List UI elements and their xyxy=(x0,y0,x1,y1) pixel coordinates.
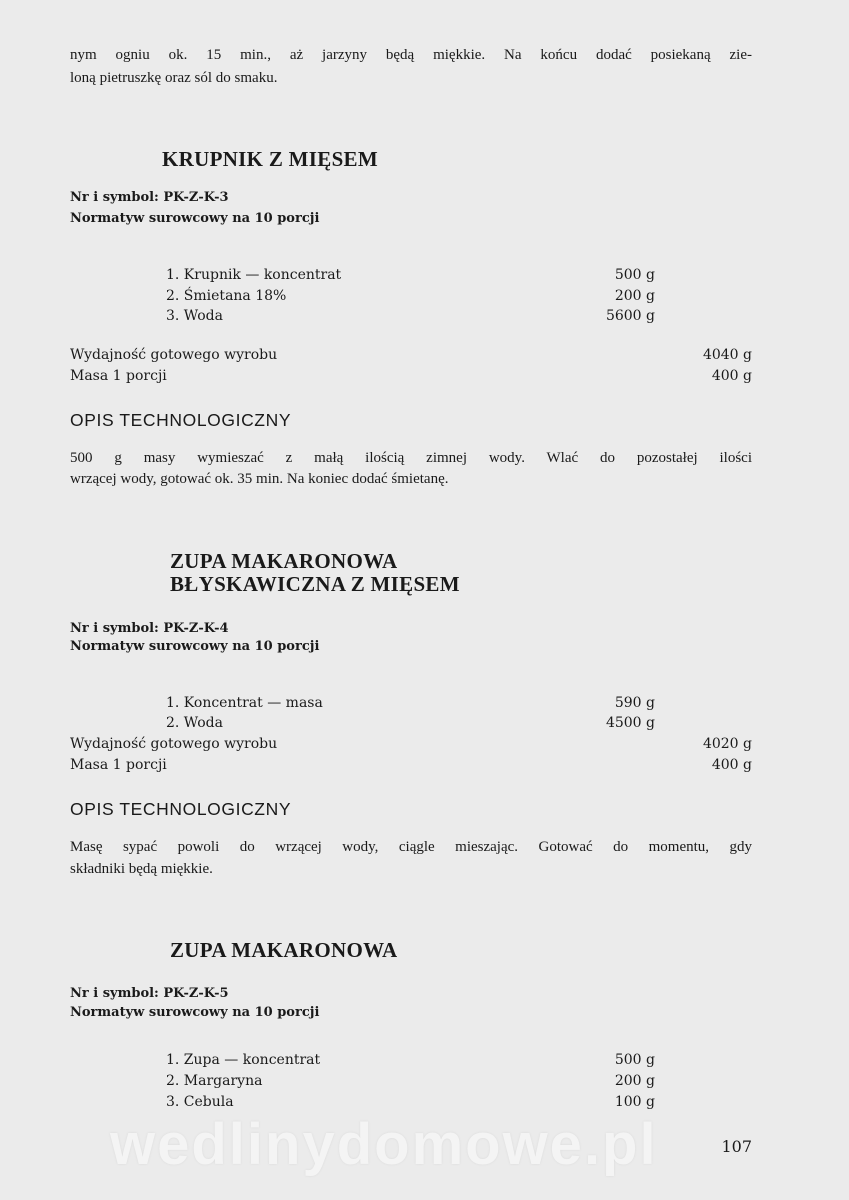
intro-line: loną pietruszkę oraz sól do smaku. xyxy=(70,70,278,86)
recipe-symbol: Nr i symbol: PK-Z-K-5 xyxy=(70,986,229,1001)
opis-heading: OPIS TECHNOLOGICZNY xyxy=(70,410,292,430)
yield-label: Wydajność gotowego wyrobu xyxy=(70,347,278,363)
ingredient-qty: 500 g xyxy=(614,267,655,283)
portion-value: 400 g xyxy=(711,368,752,384)
opis-line: 500 g masy wymieszać z małą ilością zimnej wody. Wlać do pozostałej ilości xyxy=(70,450,752,466)
opis-heading: OPIS TECHNOLOGICZNY xyxy=(70,799,292,819)
recipe-symbol: Nr i symbol: PK-Z-K-3 xyxy=(70,190,229,205)
page-number: 107 xyxy=(721,1137,752,1156)
opis-line: Masę sypać powoli do wrzącej wody, ciągle mieszając. Gotować do momentu, gdy xyxy=(70,839,752,855)
ingredient-name: 1. Koncentrat — masa xyxy=(166,695,323,711)
recipe-norm: Normatyw surowcowy na 10 porcji xyxy=(70,211,320,226)
opis-line: wrzącej wody, gotować ok. 35 min. Na koniec dodać śmietanę. xyxy=(70,471,449,487)
ingredient-qty: 4500 g xyxy=(605,715,655,731)
ingredient-qty: 5600 g xyxy=(605,308,655,324)
recipe-symbol: Nr i symbol: PK-Z-K-4 xyxy=(70,621,229,636)
ingredient-qty: 200 g xyxy=(614,288,655,304)
ingredient-qty: 200 g xyxy=(614,1073,655,1089)
opis-line: składniki będą miękkie. xyxy=(70,861,213,877)
recipe-title: ZUPA MAKARONOWA xyxy=(170,938,398,962)
portion-label: Masa 1 porcji xyxy=(70,757,167,773)
recipe-title: ZUPA MAKARONOWA xyxy=(170,549,398,573)
ingredient-qty: 590 g xyxy=(614,695,655,711)
ingredient-name: 3. Woda xyxy=(166,308,223,324)
ingredient-name: 3. Cebula xyxy=(166,1094,234,1110)
watermark: wedlinydomowe.pl xyxy=(110,1112,658,1177)
recipe-title: BŁYSKAWICZNA Z MIĘSEM xyxy=(170,572,460,596)
recipe-title: KRUPNIK Z MIĘSEM xyxy=(162,147,378,171)
recipe-norm: Normatyw surowcowy na 10 porcji xyxy=(70,639,320,654)
intro-line: nym ogniu ok. 15 min., aż jarzyny będą miękkie. Na końcu dodać posiekaną zie- xyxy=(70,47,752,63)
recipe-norm: Normatyw surowcowy na 10 porcji xyxy=(70,1005,320,1020)
ingredient-qty: 100 g xyxy=(614,1094,655,1110)
yield-value: 4020 g xyxy=(702,736,752,752)
ingredient-name: 2. Margaryna xyxy=(166,1073,263,1089)
yield-value: 4040 g xyxy=(702,347,752,363)
ingredient-name: 1. Zupa — koncentrat xyxy=(166,1052,321,1068)
yield-label: Wydajność gotowego wyrobu xyxy=(70,736,278,752)
portion-label: Masa 1 porcji xyxy=(70,368,167,384)
ingredient-name: 1. Krupnik — koncentrat xyxy=(166,267,342,283)
ingredient-qty: 500 g xyxy=(614,1052,655,1068)
portion-value: 400 g xyxy=(711,757,752,773)
ingredient-name: 2. Woda xyxy=(166,715,223,731)
ingredient-name: 2. Śmietana 18% xyxy=(166,288,287,304)
